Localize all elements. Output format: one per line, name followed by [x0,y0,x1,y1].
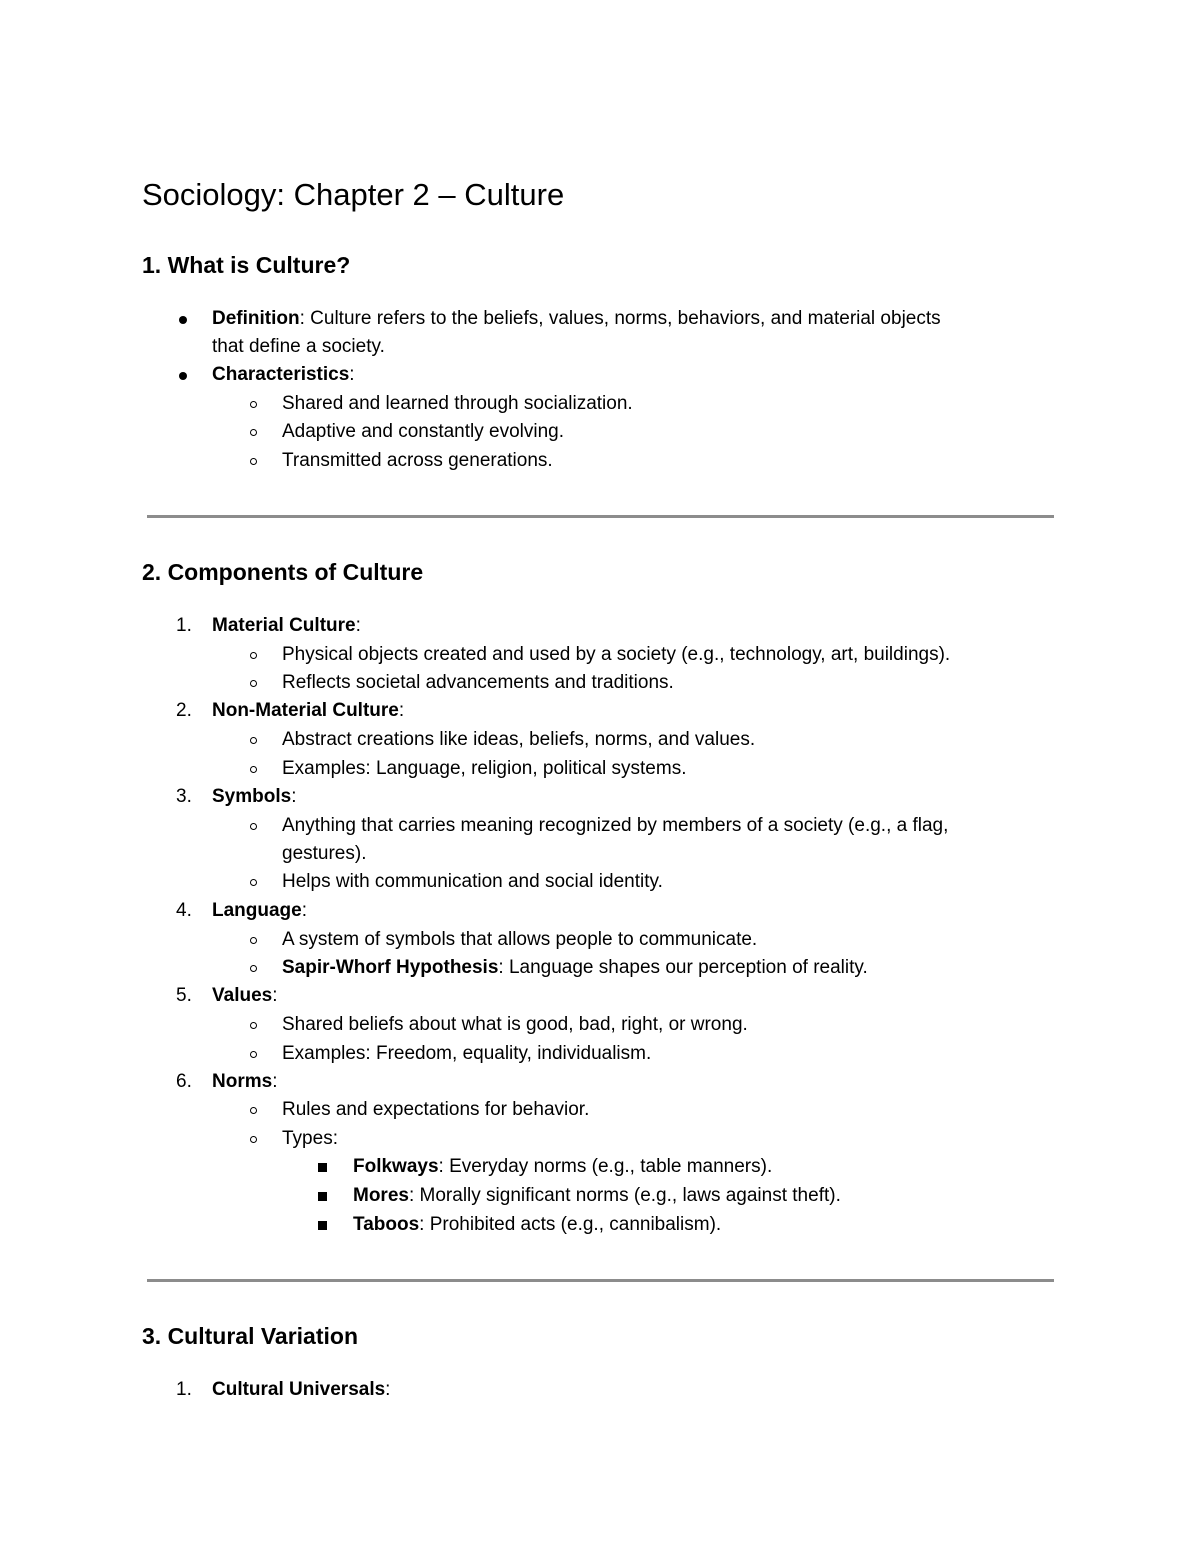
list-item-values: Values: [212,985,278,1006]
list-item-symbols: Symbols: [212,786,297,807]
list-number: 5. [176,985,192,1006]
list-item-mores: Mores: Morally significant norms (e.g., laws against theft). [353,1185,841,1206]
list-number: 1. [176,615,192,636]
circle-bullet-icon [250,737,257,744]
circle-bullet-icon [250,1051,257,1058]
list-item-cont: gestures). [282,843,367,864]
list-item: Helps with communication and social identity. [282,871,663,892]
characteristics-line: Characteristics: [212,364,355,385]
list-number: 2. [176,700,192,721]
list-item: A system of symbols that allows people to communicate. [282,929,758,950]
list-item: Types: [282,1128,338,1149]
section-heading-components: 2. Components of Culture [142,559,424,585]
list-item: Physical objects created and used by a society (e.g., technology, art, buildings). [282,644,951,665]
list-item: Examples: Freedom, equality, individualism. [282,1043,652,1064]
circle-bullet-icon [250,458,257,465]
circle-bullet-icon [250,652,257,659]
circle-bullet-icon [250,680,257,687]
circle-bullet-icon [250,1107,257,1114]
list-item: Abstract creations like ideas, beliefs, norms, and values. [282,729,756,750]
square-bullet-icon [318,1163,327,1172]
circle-bullet-icon [250,401,257,408]
definition-line [212,305,941,333]
list-item: Reflects societal advancements and traditions. [282,672,674,693]
list-item-cultural-universals: Cultural Universals: [212,1379,391,1400]
section-heading-cultural-variation: 3. Cultural Variation [142,1323,358,1349]
list-item: Examples: Language, religion, political systems. [282,758,687,779]
square-bullet-icon [318,1192,327,1201]
circle-bullet-icon [250,766,257,773]
circle-bullet-icon [250,1136,257,1143]
circle-bullet-icon [250,965,257,972]
list-item-material-culture: Material Culture: [212,615,361,636]
list-item-norms: Norms: [212,1071,278,1092]
list-number: 4. [176,900,192,921]
list-number: 1. [176,1379,192,1400]
list-item: Shared beliefs about what is good, bad, right, or wrong. [282,1014,748,1035]
bullet-icon [179,372,187,380]
section-divider [147,515,1054,518]
characteristics-term: Characteristics [212,364,350,385]
circle-bullet-icon [250,937,257,944]
circle-bullet-icon [250,429,257,436]
list-item-folkways: Folkways: Everyday norms (e.g., table manners). [353,1156,773,1177]
section-divider [147,1279,1054,1282]
bullet-icon [179,316,187,324]
circle-bullet-icon [250,1022,257,1029]
definition-text-cont: that define a society. [212,336,385,357]
list-item: Shared and learned through socialization. [282,393,633,414]
list-number: 3. [176,786,192,807]
definition-text: : Culture refers to the beliefs, values, norms, behaviors, and material objects [299,308,941,329]
circle-bullet-icon [250,879,257,886]
list-item-language: Language: [212,900,308,921]
list-item-sapir-whorf: Sapir-Whorf Hypothesis: Language shapes our perception of reality. [282,957,868,978]
circle-bullet-icon [250,823,257,830]
page-title: Sociology: Chapter 2 – Culture [142,177,565,212]
list-item-taboos: Taboos: Prohibited acts (e.g., cannibalism). [353,1214,722,1235]
list-item: Rules and expectations for behavior. [282,1099,590,1120]
list-number: 6. [176,1071,192,1092]
list-item-non-material-culture: Non-Material Culture: [212,700,405,721]
list-item: Transmitted across generations. [282,450,553,471]
square-bullet-icon [318,1221,327,1230]
list-item: Anything that carries meaning recognized by members of a society (e.g., a flag, [282,815,949,836]
definition-term: Definition [212,308,300,329]
section-heading-what-is-culture: 1. What is Culture? [142,252,351,278]
list-item: Adaptive and constantly evolving. [282,421,565,442]
